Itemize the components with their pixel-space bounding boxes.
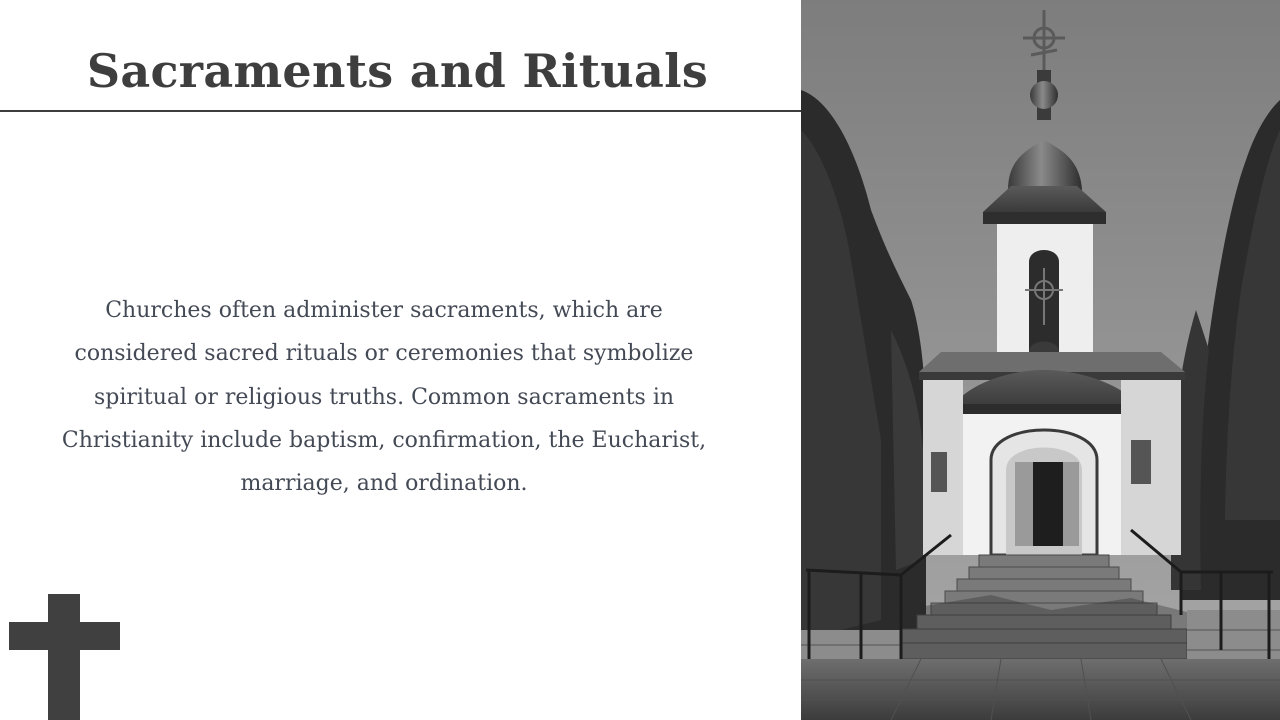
slide-title: Sacraments and Rituals (86, 44, 709, 98)
cross-icon (0, 592, 124, 720)
church-photo-illustration (801, 0, 1280, 720)
title-divider (0, 110, 801, 112)
slide-body-text: Churches often administer sacraments, which are considered sacred rituals or ceremonies that symbolize spiritual or religious truths. Common sacraments in Christianity include baptism, confirmation, the Eucharist, marriage, and ordination. (61, 298, 707, 497)
church-photo (801, 0, 1280, 720)
